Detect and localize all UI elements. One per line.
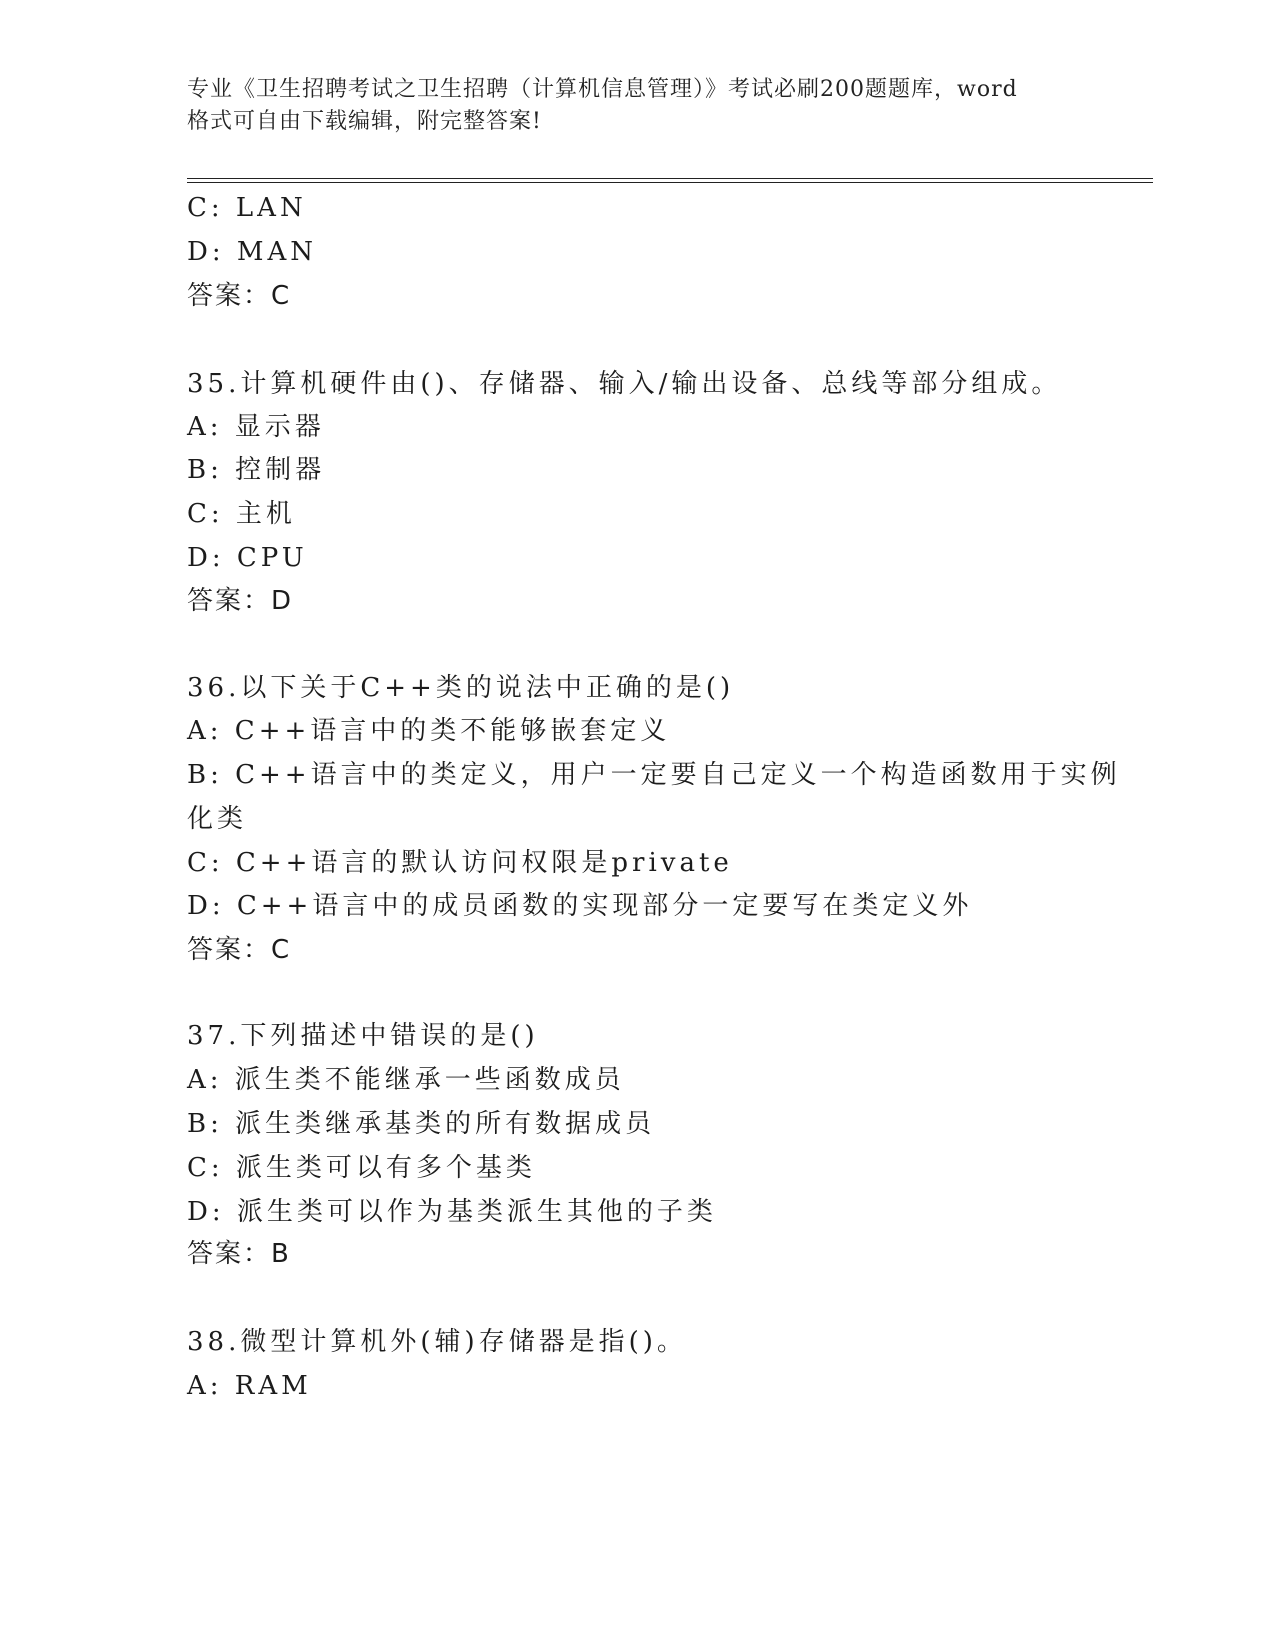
question-36-option-b-line1: B: C++语言中的类定义，用户一定要自己定义一个构造函数用于实例 [187,760,1121,790]
question-38-option-a: A: RAM [187,1371,312,1401]
question-37-option-c: C: 派生类可以有多个基类 [187,1153,536,1183]
question-36-option-a: A: C++语言中的类不能够嵌套定义 [187,716,671,746]
prev-option-d: D: MAN [187,237,318,267]
question-36-answer: 答案：C [187,935,292,965]
question-37-option-d: D: 派生类可以作为基类派生其他的子类 [187,1197,717,1227]
question-36-option-b-line2: 化类 [187,804,248,834]
header-title-line2: 格式可自由下载编辑，附完整答案! [187,109,542,134]
header-title-line1: 专业《卫生招聘考试之卫生招聘（计算机信息管理）》考试必刷200题题库，word [187,77,1018,102]
question-35-option-c: C: 主机 [187,499,296,529]
header-divider-top [187,178,1153,179]
question-36-stem: 36.以下关于C++类的说法中正确的是() [187,673,735,703]
question-36-option-c: C: C++语言的默认访问权限是private [187,848,733,878]
question-35-answer: 答案：D [187,586,294,616]
question-36-option-d: D: C++语言中的成员函数的实现部分一定要写在类定义外 [187,891,973,921]
prev-answer: 答案：C [187,281,292,311]
question-35-option-a: A: 显示器 [187,412,325,442]
prev-option-c: C: LAN [187,193,307,223]
question-37-answer: 答案：B [187,1239,291,1269]
question-35-option-d: D: CPU [187,543,308,573]
question-35-stem: 35.计算机硬件由()、存储器、输入/输出设备、总线等部分组成。 [187,369,1062,399]
question-37-option-a: A: 派生类不能继承一些函数成员 [187,1065,625,1095]
header-divider-bottom [187,182,1153,183]
question-35-option-b: B: 控制器 [187,455,326,485]
question-38-stem: 38.微型计算机外(辅)存储器是指()。 [187,1327,687,1357]
question-37-stem: 37.下列描述中错误的是() [187,1021,539,1051]
document-header [187,74,1087,138]
question-37-option-b: B: 派生类继承基类的所有数据成员 [187,1109,656,1139]
